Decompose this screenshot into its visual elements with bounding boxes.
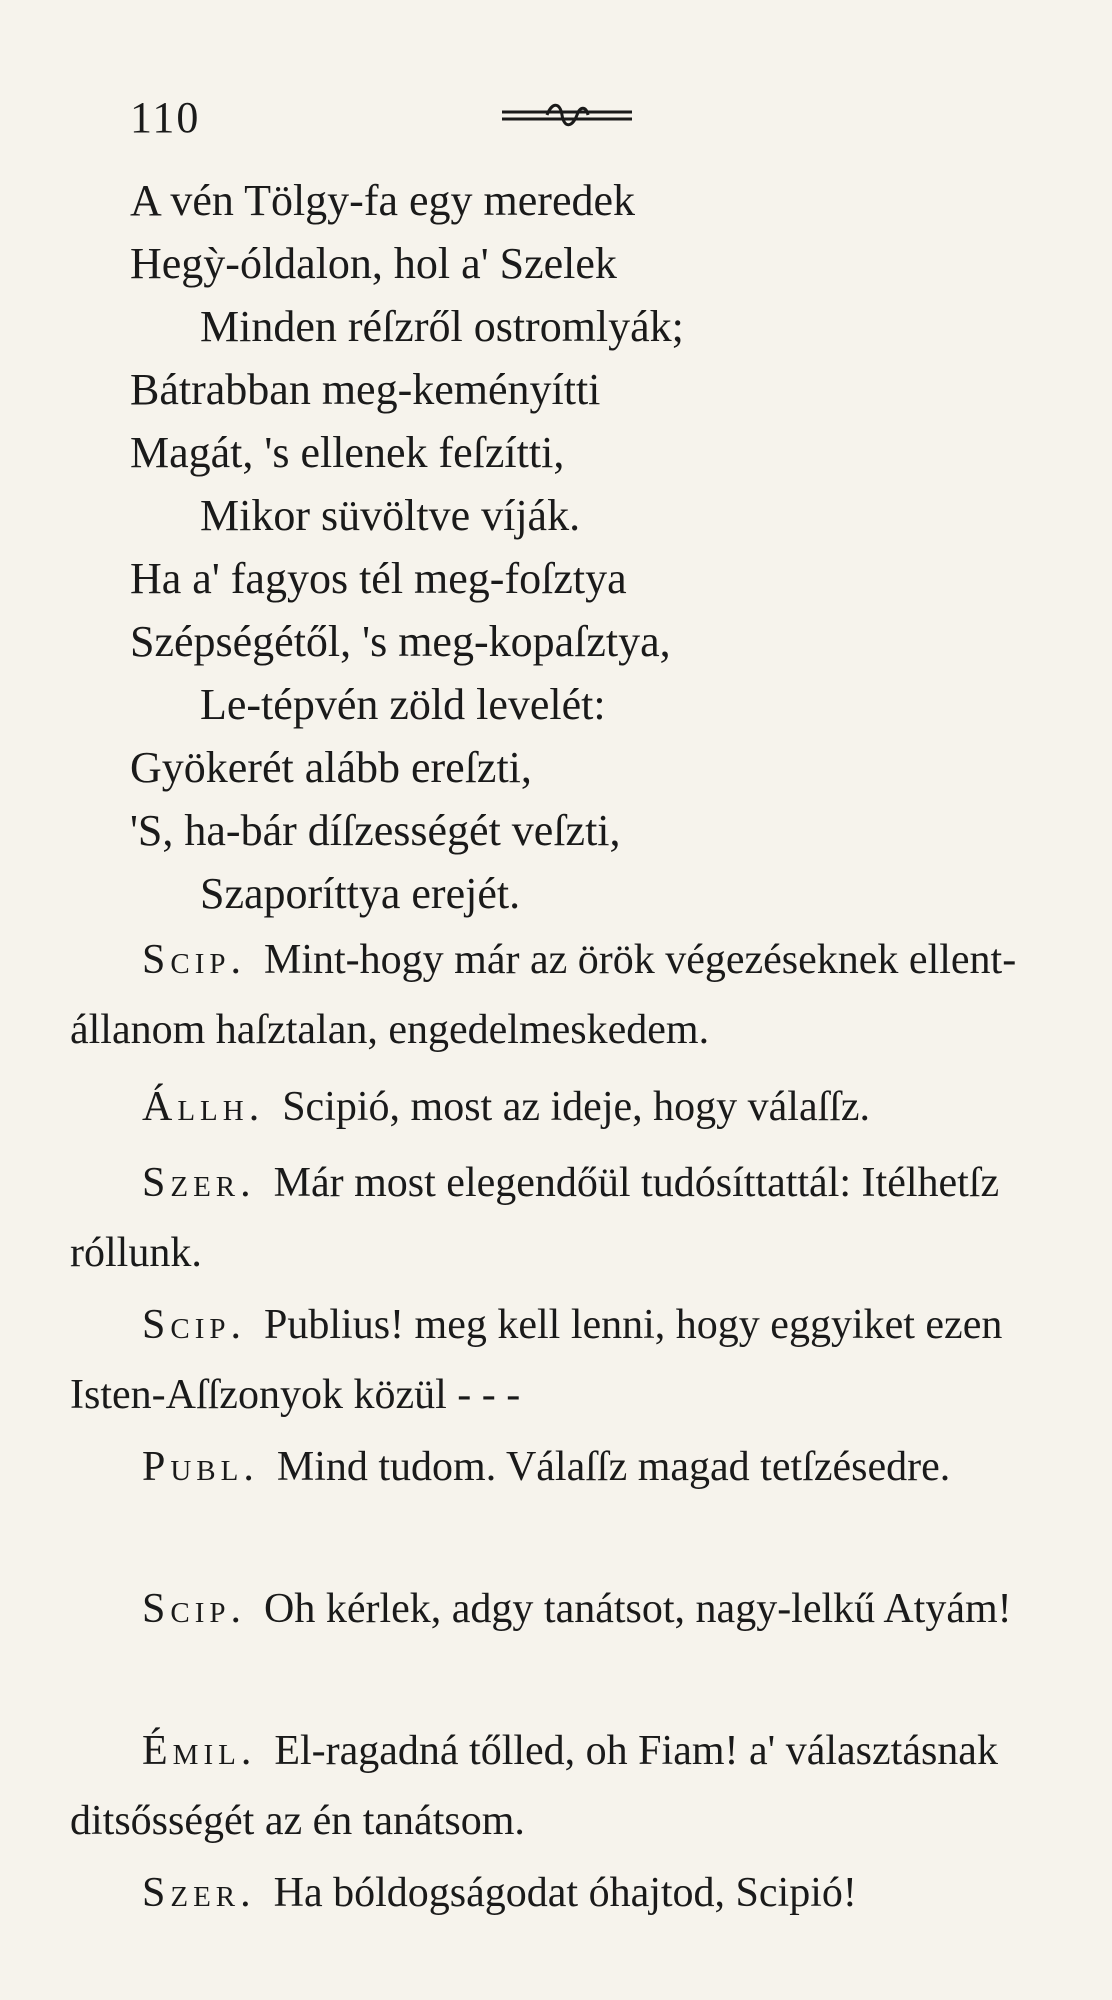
dialogue-text: Scipió, most az ideje, hogy válaſſz. <box>282 1084 871 1130</box>
page-header <box>130 92 1030 152</box>
verse-line: Mikor süvöltve víják. <box>200 491 581 540</box>
dialogue-text: Oh kérlek, adgy tanátsot, nagy-lelkű Atyám! <box>264 1586 1012 1632</box>
dialogue-paragraph <box>70 1290 1030 1430</box>
dialogue-paragraph <box>70 1716 1030 1856</box>
speaker-name: Szer. <box>142 1160 256 1206</box>
verse-line: Szaporíttya erejét. <box>200 869 521 918</box>
speaker-name: Szer. <box>142 1870 256 1916</box>
dialogue-text: El-ragadná tőlled, oh Fiam! a' választásnak ditsősségét az én tanátsom. <box>70 1728 998 1844</box>
dialogue-text: Már most elegendőül tudósíttattál: Itélhetſz róllunk. <box>70 1160 1000 1276</box>
dialogue-paragraph <box>70 925 1030 1065</box>
speaker-name: Scip. <box>142 1302 246 1348</box>
dialogue-paragraph <box>70 1432 1030 1502</box>
speaker-name: Állh. <box>142 1084 265 1130</box>
verse-line: Gyökerét alább ereſzti, <box>130 743 532 792</box>
speaker-name: Publ. <box>142 1444 259 1490</box>
verse-line: A vén Tölgy-fa egy meredek <box>130 176 636 225</box>
dialogue-paragraph <box>70 1574 1030 1644</box>
speaker-name: Émil. <box>142 1728 257 1774</box>
page-number: 110 <box>130 93 201 142</box>
ornament-icon <box>502 100 632 130</box>
verse-line: Ha a' fagyos tél meg-foſztya <box>130 554 627 603</box>
dialogue-text: Mint-hogy már az örök végezéseknek ellent-állanom haſztalan, engedelmeskedem. <box>70 937 1017 1053</box>
dialogue-paragraph <box>70 1148 1030 1288</box>
verse-line: Minden réſzről ostromlyák; <box>200 302 684 351</box>
verse-line: Magát, 's ellenek feſzítti, <box>130 428 565 477</box>
verse-line: Szépségétől, 's meg-kopaſztya, <box>130 617 671 666</box>
verse-line: Hegỳ-óldalon, hol a' Szelek <box>130 239 617 288</box>
verse-line: Bátrabban meg-keményítti <box>130 365 601 414</box>
speaker-name: Scip. <box>142 1586 246 1632</box>
dialogue-paragraph <box>70 1072 1030 1142</box>
dialogue-paragraph <box>70 1858 1030 1928</box>
verse-line: Le-tépvén zöld levelét: <box>200 680 606 729</box>
verse-line: 'S, ha-bár díſzességét veſzti, <box>130 806 621 855</box>
dialogue-text: Mind tudom. Válaſſz magad tetſzésedre. <box>276 1444 951 1490</box>
speaker-name: Scip. <box>142 937 246 983</box>
dialogue-text: Publius! meg kell lenni, hogy eggyiket ezen Isten-Aſſzonyok közül - - - <box>70 1302 1003 1418</box>
dialogue-text: Ha bóldogságodat óhajtod, Scipió! <box>273 1870 857 1916</box>
